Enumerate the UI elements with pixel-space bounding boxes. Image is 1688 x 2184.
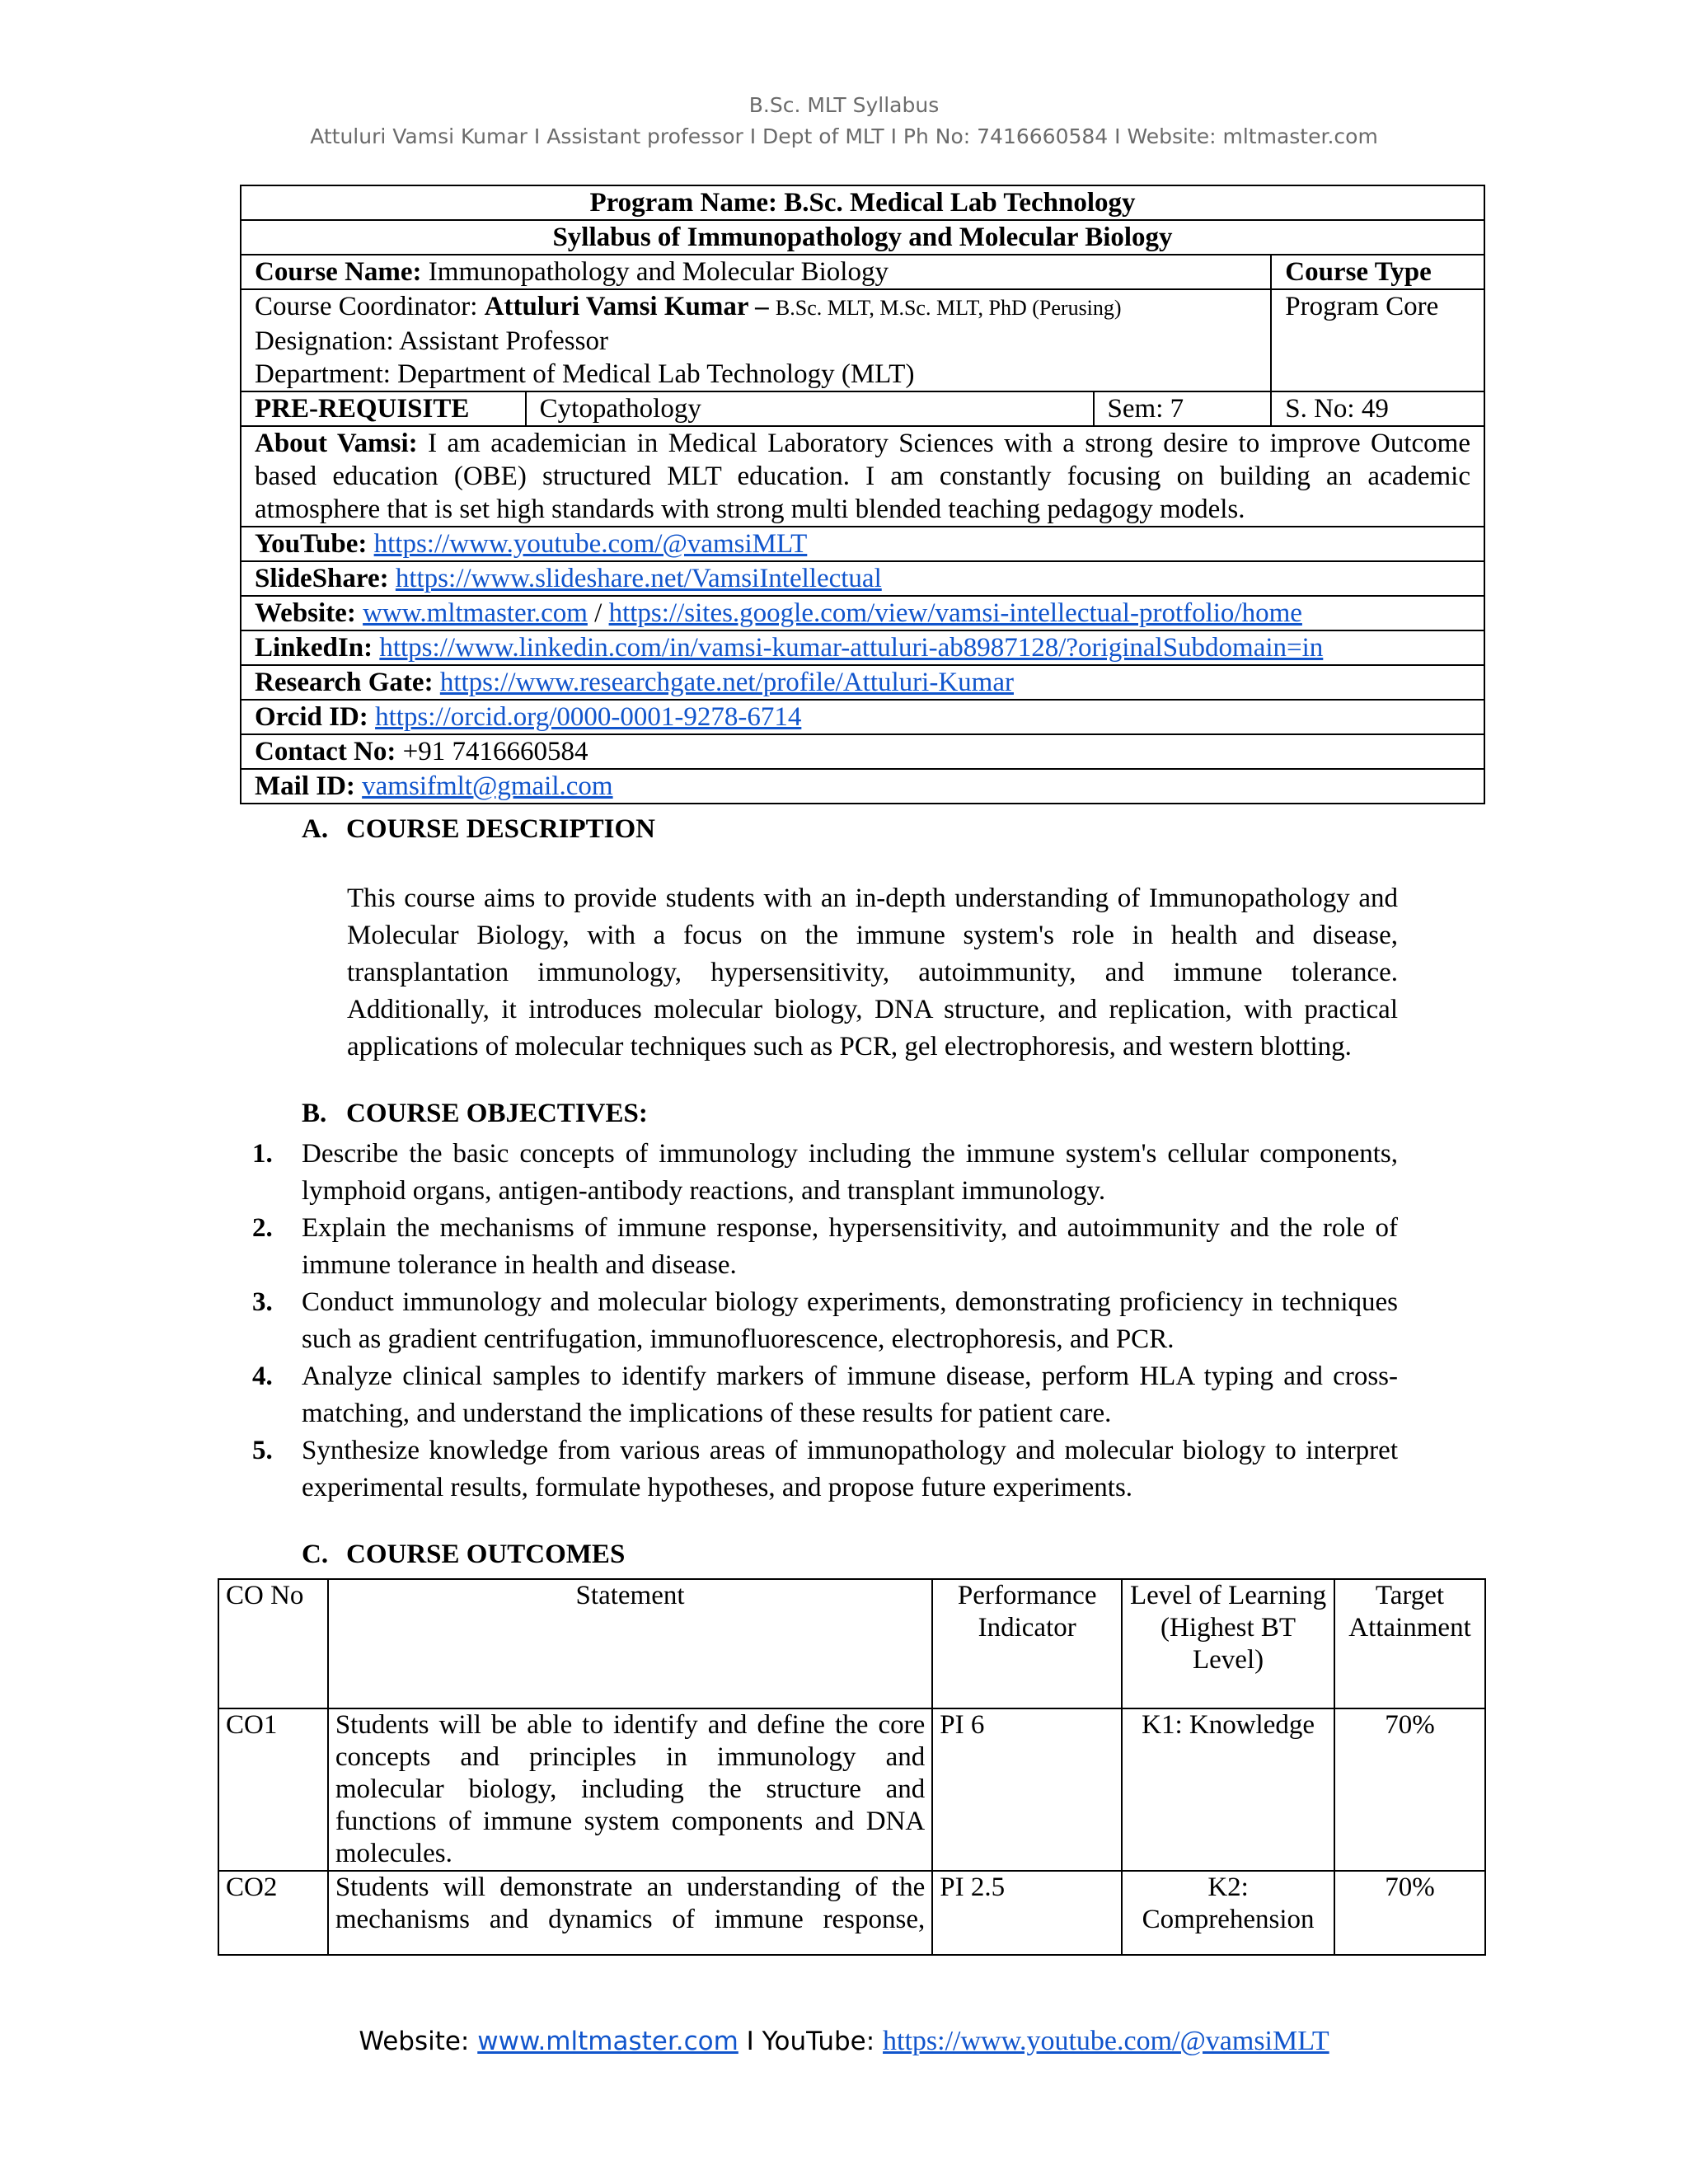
orcid-label: Orcid ID: [255, 702, 376, 732]
linkedin-link[interactable]: https://www.linkedin.com/in/vamsi-kumar-attuluri-ab8987128/?originalSubdomain=in [379, 633, 1324, 663]
coordinator-label: Course Coordinator: [255, 292, 485, 321]
slideshare-link[interactable]: https://www.slideshare.net/VamsiIntellectual [395, 564, 882, 593]
prereq-label: PRE-REQUISITE [241, 391, 526, 426]
course-name: Immunopathology and Molecular Biology [421, 257, 889, 287]
contact-number: +91 7416660584 [396, 737, 588, 766]
course-info-table [240, 185, 1485, 804]
footer-youtube-link[interactable]: https://www.youtube.com/@vamsiMLT [883, 2026, 1329, 2056]
prereq-value: Cytopathology [526, 391, 1094, 426]
youtube-link[interactable]: https://www.youtube.com/@vamsiMLT [373, 529, 808, 559]
header-performance-indicator: Performance Indicator [932, 1579, 1122, 1708]
mail-label: Mail ID: [255, 771, 363, 801]
designation: Designation: Assistant Professor [255, 326, 608, 356]
course-type: Program Core [1271, 289, 1484, 391]
contact-row [241, 734, 1484, 769]
coordinator-cell [241, 289, 1271, 391]
portfolio-link[interactable]: https://sites.google.com/view/vamsi-intellectual-protfolio/home [608, 598, 1302, 628]
researchgate-row [241, 665, 1484, 700]
orcid-link[interactable]: https://orcid.org/0000-0001-9278-6714 [375, 702, 802, 732]
website-label: Website: [255, 598, 363, 628]
about-cell [241, 426, 1484, 527]
section-c-heading: C. COURSE OUTCOMES [302, 1540, 626, 1569]
website-row [241, 596, 1484, 630]
header-level-of-learning: Level of Learning (Highest BT Level) [1122, 1579, 1334, 1708]
course-description: This course aims to provide students with an in-depth understanding of Immunopathology and Molecular Biology, with a focus on the immune system's role in health and disease, transplantation immunology, hypersensitivity, autoimmunity, and immune tolerance. Additionally, it introduces molecular biology, DNA structure, and replication, with practical applications of molecular techniques such as PCR, gel electrophoresis, and western blotting. [347, 883, 1398, 1062]
researchgate-label: Research Gate: [255, 668, 440, 697]
footer-website-link[interactable]: www.mltmaster.com [477, 2027, 738, 2056]
website-link[interactable]: www.mltmaster.com [363, 598, 588, 628]
contact-label: Contact No: [255, 737, 396, 766]
header-statement: Statement [328, 1579, 932, 1708]
co-number: CO2 [218, 1871, 328, 1955]
course-type-label: Course Type [1271, 255, 1484, 289]
mail-link[interactable]: vamsifmlt@gmail.com [362, 771, 613, 801]
course-name-label: Course Name: [255, 257, 422, 287]
orcid-row [241, 700, 1484, 734]
syllabus-title: Syllabus of Immunopathology and Molecular Biology [241, 220, 1484, 255]
section-b-heading: B. COURSE OBJECTIVES: [302, 1099, 648, 1128]
header-target-attainment: Target Attainment [1334, 1579, 1485, 1708]
objective-item: 5. Synthesize knowledge from various areas of immunopathology and molecular biology to interpret experimental results, formulate hypotheses, and propose future experiments. [252, 1436, 1398, 1502]
linkedin-row [241, 630, 1484, 665]
slideshare-label: SlideShare: [255, 564, 396, 593]
youtube-row [241, 527, 1484, 561]
co-target: 70% [1334, 1708, 1485, 1871]
course-name-cell [241, 255, 1271, 289]
about-text: I am academician in Medical Laboratory Sciences with a strong desire to improve Outcome based education (OBE) structured MLT education. I am constantly focusing on building an academic atmosphere that is set high standards with strong multi blended teaching pedagogy models. [255, 429, 1470, 524]
youtube-label: YouTube: [255, 529, 374, 559]
objective-item: 3. Conduct immunology and molecular biology experiments, demonstrating proficiency in techniques such as gradient centrifugation, immunofluorescence, electrophoresis, and PCR. [252, 1287, 1398, 1354]
co-statement: Students will demonstrate an understanding of the mechanisms and dynamics of immune response, [328, 1871, 932, 1955]
objective-item: 1. Describe the basic concepts of immunology including the immune system's cellular components, lymphoid organs, antigen-antibody reactions, and transplant immunology. [252, 1139, 1398, 1206]
footer-website-label: Website: [359, 2027, 478, 2056]
co-level: K1: Knowledge [1122, 1708, 1334, 1871]
table-row [218, 1708, 1485, 1871]
serial-number: S. No: 49 [1271, 391, 1484, 426]
mail-row [241, 769, 1484, 804]
co-performance-indicator: PI 6 [932, 1708, 1122, 1871]
co-level: K2: Comprehension [1122, 1871, 1334, 1955]
running-header-author: Attuluri Vamsi Kumar I Assistant professor I Dept of MLT I Ph No: 7416660584 I Website: mltmaster.com [310, 124, 1378, 148]
website-separator: / [587, 598, 609, 628]
table-row [218, 1871, 1485, 1955]
coordinator-name: Attuluri Vamsi Kumar – [484, 292, 776, 321]
program-name: Program Name: B.Sc. Medical Lab Technology [241, 185, 1484, 220]
co-statement: Students will be able to identify and define the core concepts and principles in immunology and molecular biology, including the structure and functions of immune system components and DNA molecules. [328, 1708, 932, 1871]
semester: Sem: 7 [1094, 391, 1272, 426]
slideshare-row [241, 561, 1484, 596]
co-target: 70% [1334, 1871, 1485, 1955]
course-outcomes-table [218, 1578, 1486, 1956]
outcomes-header-row [218, 1579, 1485, 1708]
header-co-no: CO No [218, 1579, 328, 1708]
department: Department: Department of Medical Lab Technology (MLT) [255, 359, 915, 389]
section-a-heading: A. COURSE DESCRIPTION [302, 814, 655, 844]
about-label: About Vamsi: [255, 429, 418, 458]
linkedin-label: LinkedIn: [255, 633, 380, 663]
running-header-title: B.Sc. MLT Syllabus [748, 93, 940, 117]
page-footer [0, 2026, 1688, 2057]
objectives-list [252, 1136, 1398, 1507]
co-number: CO1 [218, 1708, 328, 1871]
researchgate-link[interactable]: https://www.researchgate.net/profile/Attuluri-Kumar [439, 668, 1014, 697]
co-performance-indicator: PI 2.5 [932, 1871, 1122, 1955]
footer-youtube-label: I YouTube: [738, 2027, 884, 2056]
objective-item: 2. Explain the mechanisms of immune response, hypersensitivity, and autoimmunity and the role of immune tolerance in health and disease. [252, 1213, 1398, 1280]
coordinator-degrees: B.Sc. MLT, M.Sc. MLT, PhD (Perusing) [775, 296, 1122, 320]
objective-item: 4. Analyze clinical samples to identify markers of immune disease, perform HLA typing and cross-matching, and understand the implications of these results for patient care. [252, 1361, 1398, 1428]
